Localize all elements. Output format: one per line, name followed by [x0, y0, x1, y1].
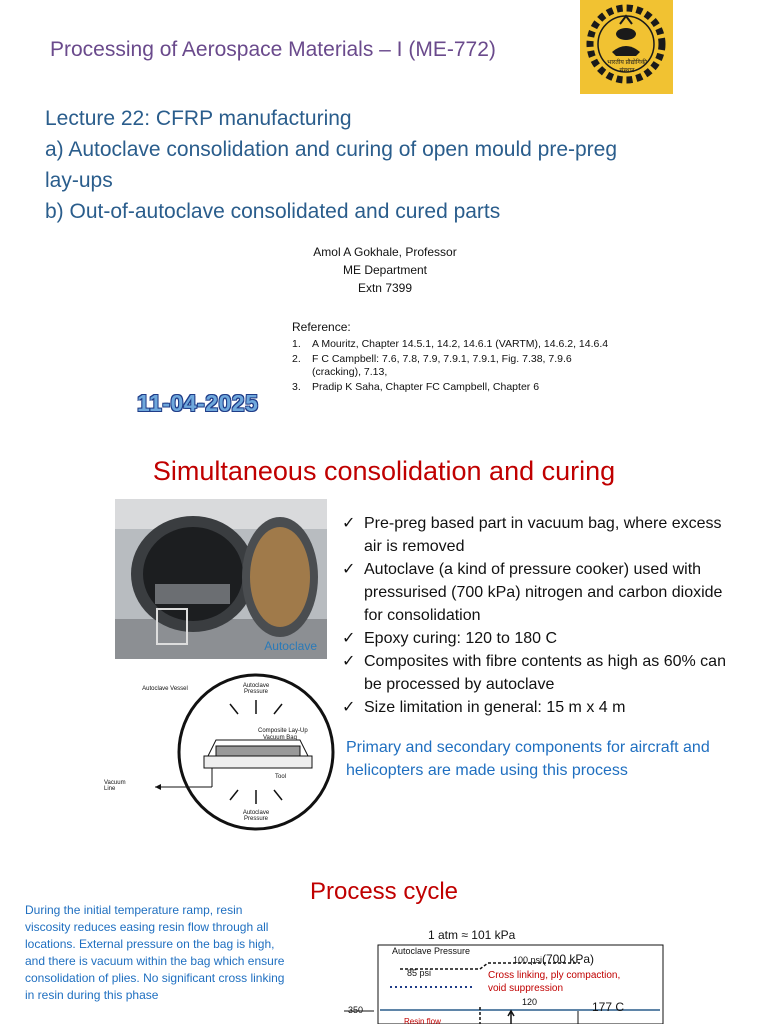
- autoclave-caption: Autoclave: [264, 639, 317, 653]
- autoclave-schematic: [98, 670, 348, 840]
- y-350-label: 350: [348, 1005, 364, 1015]
- reference-item: [292, 381, 622, 394]
- bullet-item: [342, 696, 742, 719]
- lecture-part-b: b) Out-of-autoclave consolidated and cured parts: [45, 200, 501, 223]
- crosslink-label: Cross linking, ply compaction,: [488, 970, 621, 981]
- lecture-title: Lecture 22: CFRP manufacturing: [45, 107, 352, 130]
- check-icon: ✓: [342, 630, 356, 647]
- bullet-text: Autoclave (a kind of pressure cooker) used with pressurised (700 kPa) nitrogen and carbon dioxide for consolidation: [364, 561, 723, 624]
- logo-caption: भारतीय प्रौद्योगिकी संस्थान: [607, 60, 647, 74]
- ramp-note: During the initial temperature ramp, resin viscosity reduces easing resin flow through all locations. External pressure on the bag is high, and there is vacuum within the bag which ensure consolidation of plies. No significant cross linking in resin during this phase: [25, 903, 285, 1002]
- psi-100-label: 100 psi: [513, 955, 543, 965]
- reference-number: 2.: [292, 353, 301, 365]
- reference-list: [292, 338, 622, 396]
- slide-title-consolidation: Simultaneous consolidation and curing: [152, 456, 616, 486]
- check-icon: ✓: [342, 515, 356, 532]
- lecture-part-a: a) Autoclave consolidation and curing of open mould pre-preg: [45, 138, 618, 161]
- reference-text: A Mouritz, Chapter 14.5.1, 14.2, 14.6.1 (VARTM), 14.6.2, 14.6.4: [312, 338, 609, 350]
- bullet-text: Pre-preg based part in vacuum bag, where excess air is removed: [364, 515, 722, 555]
- diagram-bag-label: Vacuum Bag: [263, 735, 297, 741]
- bullet-item: [342, 558, 742, 627]
- check-icon: ✓: [342, 653, 356, 670]
- author-extension: Extn 7399: [357, 281, 413, 295]
- reference-item: [292, 338, 622, 351]
- bullet-item: [342, 512, 742, 558]
- diagram-pressure-bottom-label: Autoclave Pressure: [242, 810, 270, 822]
- reference-number: 1.: [292, 338, 301, 350]
- institute-logo: [580, 0, 673, 94]
- bullet-item: [342, 650, 742, 696]
- slide-title-process-cycle: Process cycle: [309, 878, 459, 905]
- bullet-text: Epoxy curing: 120 to 180 C: [364, 630, 558, 647]
- atm-label: 1 atm ≈ 101 kPa: [428, 928, 516, 942]
- gear-emblem-icon: [580, 0, 673, 94]
- reference-text: Pradip K Saha, Chapter FC Campbell, Chapter 6: [312, 381, 540, 393]
- temp-177-label: 177 C: [592, 1000, 625, 1014]
- diagram-layup-label: Composite Lay-Up: [258, 728, 308, 734]
- diagram-vessel-label: Autoclave Vessel: [142, 686, 188, 692]
- kpa-700-label: (700 kPa): [542, 952, 595, 966]
- lecture-date: 11-04-2025: [137, 390, 259, 416]
- diagram-tool-label: Tool: [275, 774, 287, 780]
- autoclave-pressure-label: Autoclave Pressure: [392, 946, 471, 956]
- check-icon: ✓: [342, 699, 356, 716]
- bullet-item: [342, 627, 742, 650]
- author-name: Amol A Gokhale, Professor: [313, 245, 457, 259]
- autoclave-image: [115, 499, 327, 659]
- autoclave-photo: [115, 499, 327, 659]
- process-cycle-graph: [330, 925, 750, 1024]
- bullet-text: Composites with fibre contents as high as 60% can be processed by autoclave: [364, 653, 726, 693]
- void-suppression-label: void suppression: [488, 983, 564, 994]
- psi-85-label: 85 psi: [407, 968, 432, 978]
- autoclave-diagram: [98, 670, 348, 840]
- check-icon: ✓: [342, 561, 356, 578]
- reference-heading: Reference:: [292, 320, 351, 334]
- diagram-vacuum-line-label: Vacuum Line: [104, 780, 126, 792]
- reference-item: [292, 353, 622, 379]
- diagram-pressure-top-label: Autoclave Pressure: [242, 683, 270, 695]
- temp-120-label: 120: [522, 997, 538, 1007]
- bullet-text: Size limitation in general: 15 m x 4 m: [364, 699, 626, 716]
- bullet-list: [342, 512, 742, 719]
- reference-text: F C Campbell: 7.6, 7.8, 7.9, 7.9.1, 7.9.1, Fig. 7.38, 7.9.6 (cracking), 7.13,: [312, 353, 572, 378]
- primary-components-note: Primary and secondary components for aircraft and helicopters are made using this process: [346, 739, 710, 779]
- resin-flow-label: Resin flow: [404, 1017, 441, 1026]
- lecture-part-a-cont: lay-ups: [45, 169, 113, 192]
- author-department: ME Department: [342, 263, 428, 277]
- course-title: Processing of Aerospace Materials – I (ME-772): [50, 38, 496, 61]
- reference-number: 3.: [292, 381, 301, 393]
